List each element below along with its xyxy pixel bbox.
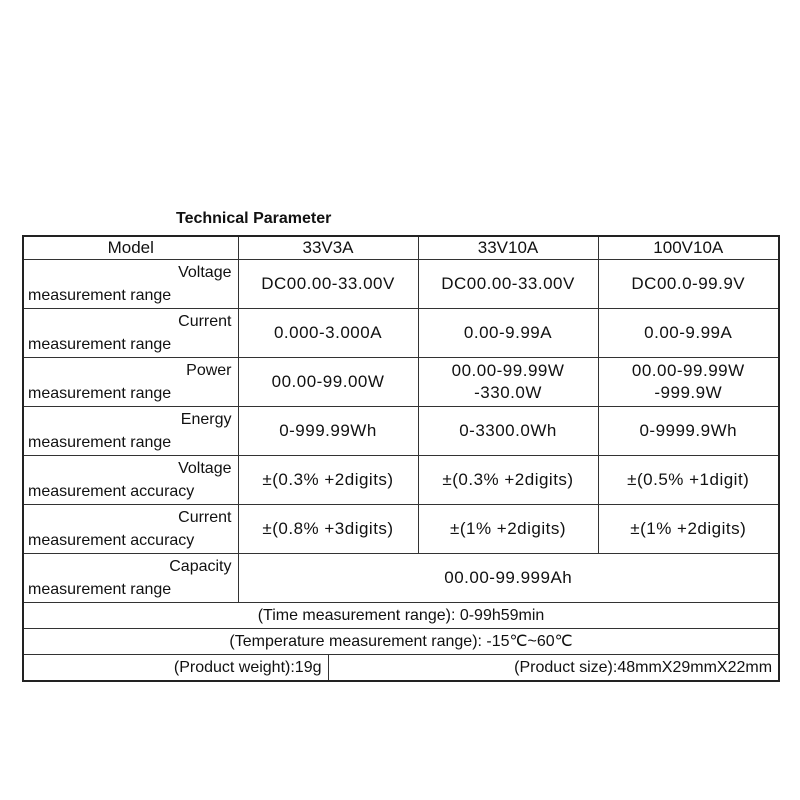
value-cell: ±(0.3% +2digits) <box>238 456 418 505</box>
row-label: Voltage measurement range <box>23 260 238 309</box>
product-size: (Product size):48mmX29mmX22mm <box>328 655 779 682</box>
spec-row <box>23 407 779 456</box>
spec-row <box>23 358 779 407</box>
row-label: Capacity measurement range <box>23 554 238 603</box>
model-label: Model <box>23 236 238 260</box>
model-33v3a: 33V3A <box>238 236 418 260</box>
value-cell: ±(1% +2digits) <box>418 505 598 554</box>
temperature-row <box>23 629 779 655</box>
spec-table <box>22 235 780 682</box>
value-cell: ±(0.3% +2digits) <box>418 456 598 505</box>
row-label: Voltage measurement accuracy <box>23 456 238 505</box>
row-label: Current measurement accuracy <box>23 505 238 554</box>
row-label: Energy measurement range <box>23 407 238 456</box>
value-cell: 00.00-99.00W <box>238 358 418 407</box>
value-cell: 00.00-99.99W -999.9W <box>598 358 779 407</box>
time-row <box>23 603 779 629</box>
value-cell: 0-3300.0Wh <box>418 407 598 456</box>
time-range: (Time measurement range): 0-99h59min <box>23 603 779 629</box>
value-cell: ±(1% +2digits) <box>598 505 779 554</box>
value-cell: 00.00-99.99W -330.0W <box>418 358 598 407</box>
weight-size-row <box>23 655 779 682</box>
value-cell: 0.00-9.99A <box>598 309 779 358</box>
spec-row <box>23 309 779 358</box>
value-cell: ±(0.5% +1digit) <box>598 456 779 505</box>
spec-row <box>23 505 779 554</box>
model-100v10a: 100V10A <box>598 236 779 260</box>
capacity-row <box>23 554 779 603</box>
product-weight: (Product weight):19g <box>23 655 328 682</box>
spec-row <box>23 260 779 309</box>
value-cell: DC00.00-33.00V <box>418 260 598 309</box>
value-cell: 0-999.99Wh <box>238 407 418 456</box>
value-cell: DC00.0-99.9V <box>598 260 779 309</box>
value-cell: 0-9999.9Wh <box>598 407 779 456</box>
capacity-value: 00.00-99.999Ah <box>238 554 779 603</box>
value-cell: 0.00-9.99A <box>418 309 598 358</box>
model-33v10a: 33V10A <box>418 236 598 260</box>
row-label: Current measurement range <box>23 309 238 358</box>
row-label: Power measurement range <box>23 358 238 407</box>
table-title: Technical Parameter <box>176 210 332 227</box>
spec-row <box>23 456 779 505</box>
value-cell: 0.000-3.000A <box>238 309 418 358</box>
temperature-range: (Temperature measurement range): -15℃~60℃ <box>23 629 779 655</box>
value-cell: ±(0.8% +3digits) <box>238 505 418 554</box>
value-cell: DC00.00-33.00V <box>238 260 418 309</box>
header-row <box>23 236 779 260</box>
